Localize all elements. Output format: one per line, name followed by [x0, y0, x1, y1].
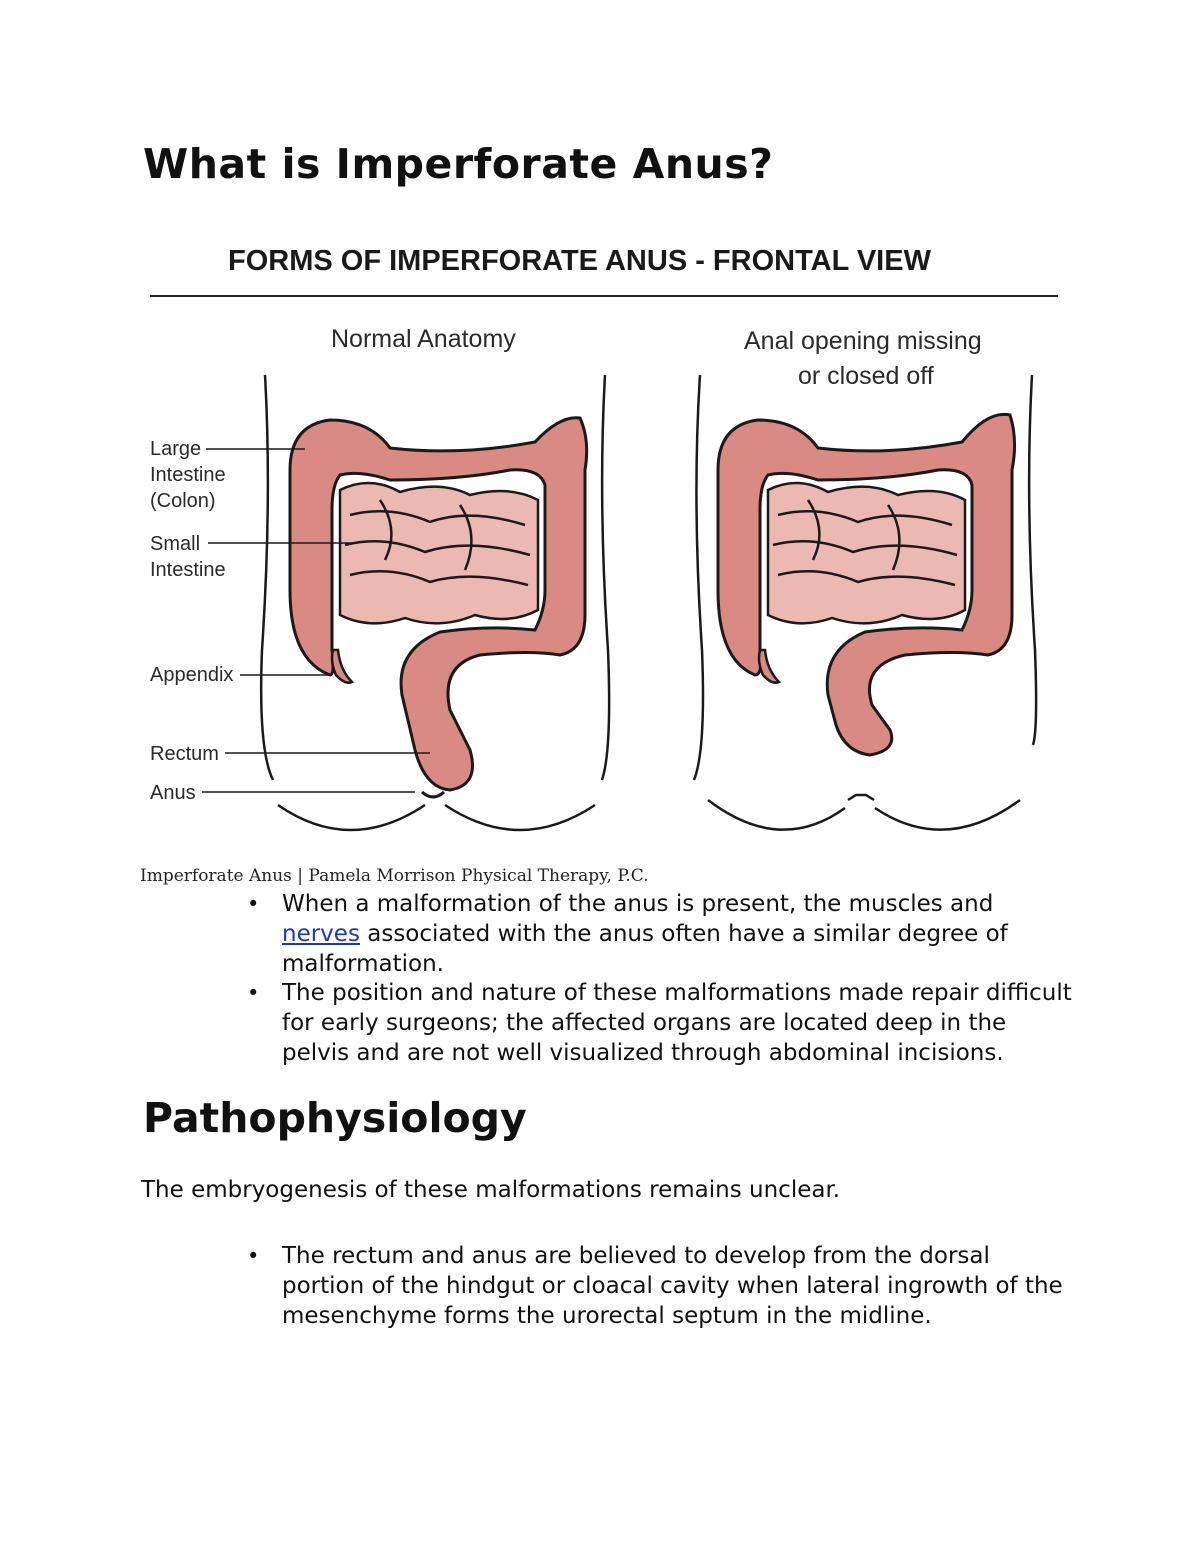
normal-anatomy-panel [150, 325, 609, 830]
buttock-right [445, 805, 595, 830]
buttock-right-2 [875, 800, 1020, 830]
section-paragraph: The embryogenesis of these malformations remains unclear. [141, 1177, 841, 1203]
anatomy-figure [140, 230, 1070, 860]
appendix-shape [332, 650, 352, 683]
list-item [247, 1242, 1072, 1331]
closed-anus-mark [848, 795, 874, 800]
label-anus: Anus [150, 782, 196, 804]
normal-anatomy-heading: Normal Anatomy [331, 325, 516, 353]
body-outline-left-2 [694, 375, 703, 780]
buttock-left-2 [708, 800, 845, 830]
imperforate-heading-2: or closed off [798, 362, 934, 390]
bullet-list-intro [247, 890, 1072, 1069]
figure-caption: Imperforate Anus | Pamela Morrison Physical Therapy, P.C. [140, 866, 649, 886]
page-title: What is Imperforate Anus? [143, 140, 774, 188]
label-appendix: Appendix [150, 664, 234, 686]
nerves-link[interactable]: nerves [282, 920, 360, 947]
label-large-intestine-3: (Colon) [150, 490, 216, 512]
figure-title: FORMS OF IMPERFORATE ANUS - FRONTAL VIEW [228, 245, 931, 277]
list-item [247, 890, 1072, 979]
label-small-intestine-2: Intestine [150, 559, 226, 581]
anus-opening [422, 792, 444, 797]
list-item-text: The rectum and anus are believed to develop from the dorsal portion of the hindgut or cloacal cavity when lateral ingrowth of the mesenchyme forms the urorectal septum in the midline. [282, 1243, 1063, 1329]
imperforate-panel [694, 327, 1036, 830]
label-large-intestine-1: Large [150, 438, 202, 460]
list-item [247, 979, 1072, 1068]
bullet-dot: • [247, 892, 260, 916]
label-large-intestine-2: Intestine [150, 464, 226, 486]
list-item-text: associated with the anus often have a similar degree of malformation. [282, 920, 1008, 977]
buttock-left [278, 805, 425, 830]
body-outline-right [602, 375, 609, 780]
list-item-text: When a malformation of the anus is present, the muscles and [282, 891, 994, 917]
bullet-list-pathophysiology [247, 1242, 1072, 1331]
small-intestine-shape [340, 483, 538, 623]
bullet-dot: • [247, 981, 260, 1006]
bullet-dot: • [247, 1244, 260, 1268]
list-item-text: The position and nature of these malformations made repair difficult for early surgeons; the affected organs are located deep in the pelvis and are not well visualized through abdominal incisions. [282, 980, 1072, 1066]
label-rectum: Rectum [150, 743, 219, 765]
body-outline-right-2 [1029, 375, 1036, 745]
label-small-intestine-1: Small [150, 533, 201, 555]
imperforate-heading-1: Anal opening missing [744, 327, 982, 355]
section-title: Pathophysiology [143, 1094, 527, 1142]
body-outline-left [261, 375, 273, 780]
appendix-shape-2 [759, 650, 779, 683]
anatomy-illustration [140, 230, 1070, 860]
small-intestine-shape-2 [768, 483, 965, 623]
